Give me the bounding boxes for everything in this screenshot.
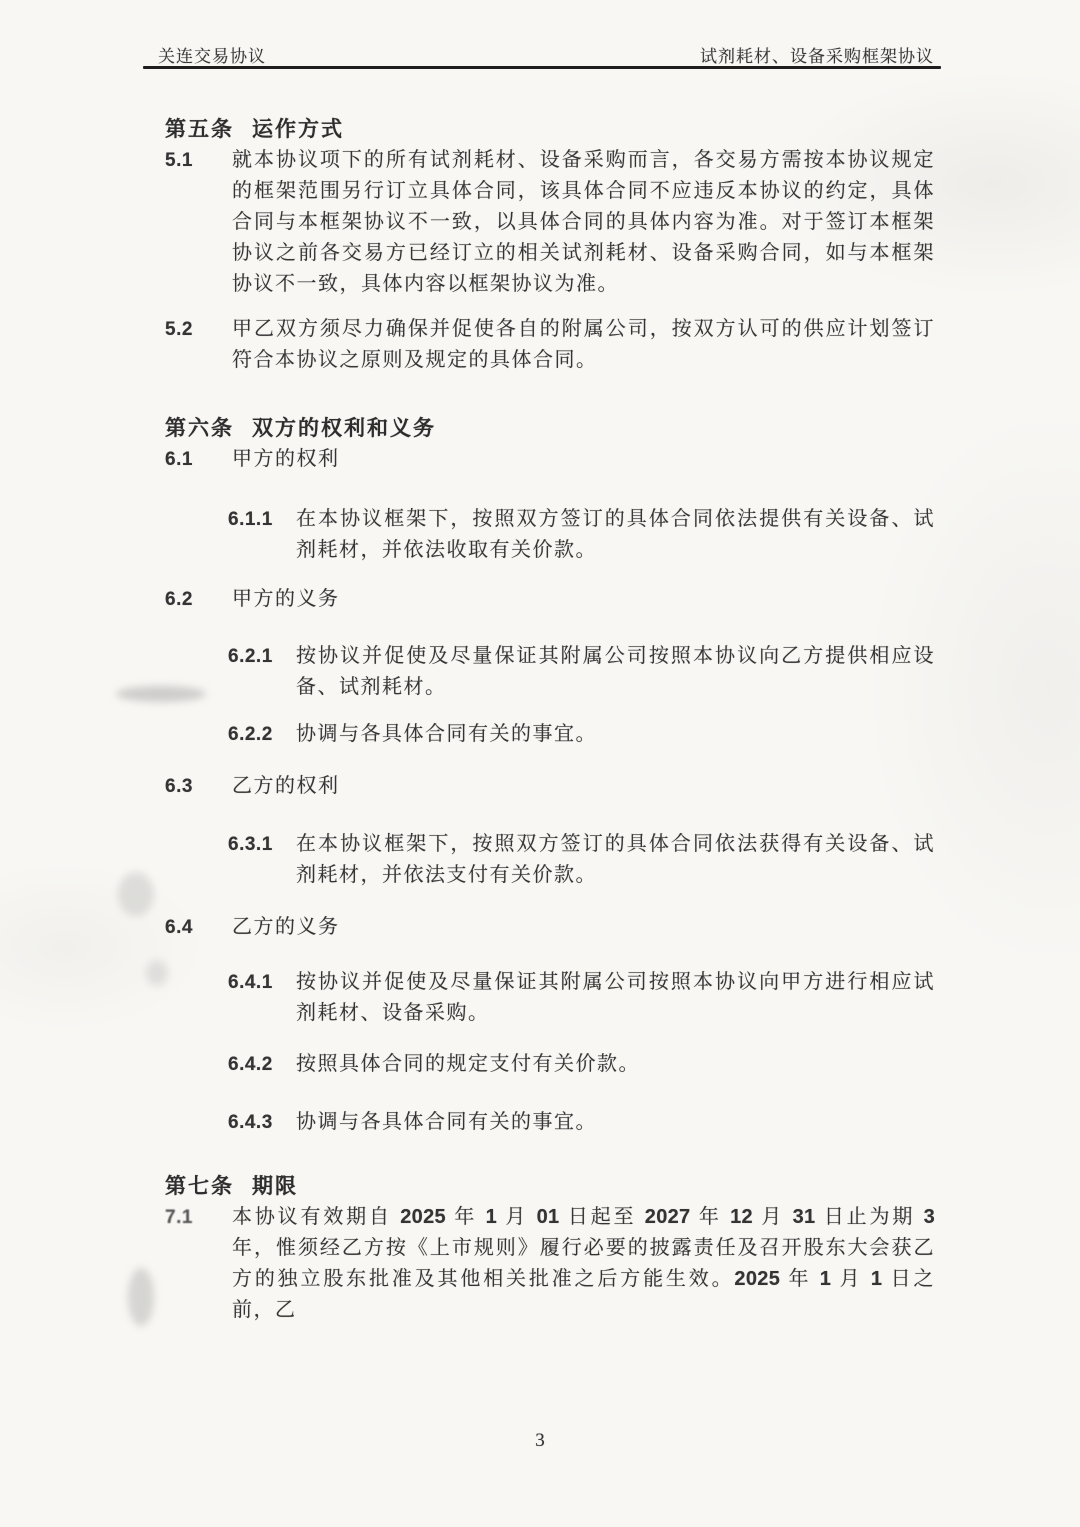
clause-text: 乙方的义务 [232, 916, 340, 938]
section-number: 第六条 [165, 417, 234, 440]
section-title: 双方的权利和义务 [252, 417, 436, 440]
clause-text: 甲乙双方须尽力确保并促使各自的附属公司，按双方认可的供应计划签订符合本协议之原则及规定的具体合同。 [232, 318, 935, 371]
section-heading-7 [165, 1172, 935, 1202]
clause-number: 7.1 [165, 1207, 193, 1228]
clause-text: 协调与各具体合同有关的事宜。 [296, 723, 597, 745]
header-left-title: 关连交易协议 [158, 47, 266, 66]
clause-number: 6.3 [165, 776, 193, 797]
clause-6-1-1 [228, 504, 935, 566]
clause-6-4 [165, 912, 935, 943]
clause-6-2-2 [228, 719, 935, 750]
clause-text: 就本协议项下的所有试剂耗材、设备采购而言，各交易方需按本协议规定的框架范围另行订立具体合同，该具体合同不应违反本协议的约定，具体合同与本框架协议不一致，以具体合同的具体内容为准。对于签订本框架协议之前各交易方已经订立的相关试剂耗材、设备采购合同，如与本框架协议不一致，具体内容以框架协议为准。 [232, 149, 935, 295]
clause-text: 在本协议框架下，按照双方签订的具体合同依法提供有关设备、试剂耗材，并依法收取有关价款。 [296, 508, 935, 561]
header-rule [143, 66, 941, 69]
clause-6-4-1 [228, 967, 935, 1029]
clause-text: 乙方的权利 [232, 775, 340, 797]
page-number: 3 [535, 1430, 545, 1451]
document-body [165, 115, 935, 1326]
section-heading-5 [165, 115, 935, 145]
clause-number: 6.4 [165, 917, 193, 938]
clause-6-2-1 [228, 641, 935, 703]
header-right-title: 试剂耗材、设备采购框架协议 [700, 47, 934, 66]
section-title: 运作方式 [252, 118, 344, 141]
clause-number: 6.4.3 [228, 1112, 273, 1133]
clause-6-2 [165, 584, 935, 615]
clause-text: 按协议并促使及尽量保证其附属公司按照本协议向甲方进行相应试剂耗材、设备采购。 [296, 971, 935, 1024]
scan-noise [128, 1268, 154, 1326]
clause-number: 5.1 [165, 150, 193, 171]
clause-text: 在本协议框架下，按照双方签订的具体合同依法获得有关设备、试剂耗材，并依法支付有关价款。 [296, 833, 935, 886]
page-header [158, 42, 934, 67]
clause-number: 6.4.1 [228, 972, 273, 993]
clause-5-1 [165, 145, 935, 300]
clause-6-3-1 [228, 829, 935, 891]
section-heading-6 [165, 414, 935, 444]
clause-text: 甲方的权利 [232, 448, 340, 470]
clause-5-2 [165, 314, 935, 376]
clause-number: 6.2.2 [228, 724, 273, 745]
page-footer [0, 1430, 1080, 1452]
clause-number: 5.2 [165, 319, 193, 340]
clause-number: 6.4.2 [228, 1054, 273, 1075]
clause-7-1 [165, 1202, 935, 1326]
clause-number: 6.2 [165, 589, 193, 610]
clause-text: 按照具体合同的规定支付有关价款。 [296, 1053, 640, 1075]
scan-noise [118, 872, 154, 916]
clause-text: 甲方的义务 [232, 588, 340, 610]
section-title: 期限 [252, 1175, 298, 1198]
clause-number: 6.1.1 [228, 509, 273, 530]
clause-text: 本协议有效期自 2025 年 1 月 01 日起至 2027 年 12 月 31 日止为期 3 年，惟须经乙方按《上市规则》履行必要的披露责任及召开股东大会获乙方的独立股东批准及其他相关批准之后方能生效。2025 年 1 月 1 日之前，乙 [232, 1206, 935, 1321]
clause-number: 6.3.1 [228, 834, 273, 855]
clause-6-3 [165, 771, 935, 802]
section-number: 第七条 [165, 1175, 234, 1198]
clause-6-1 [165, 444, 935, 475]
clause-number: 6.1 [165, 449, 193, 470]
clause-6-4-2 [228, 1049, 935, 1080]
clause-text: 按协议并促使及尽量保证其附属公司按照本协议向乙方提供相应设备、试剂耗材。 [296, 645, 935, 698]
clause-text: 协调与各具体合同有关的事宜。 [296, 1111, 597, 1133]
section-number: 第五条 [165, 118, 234, 141]
clause-6-4-3 [228, 1107, 935, 1138]
clause-number: 6.2.1 [228, 646, 273, 667]
